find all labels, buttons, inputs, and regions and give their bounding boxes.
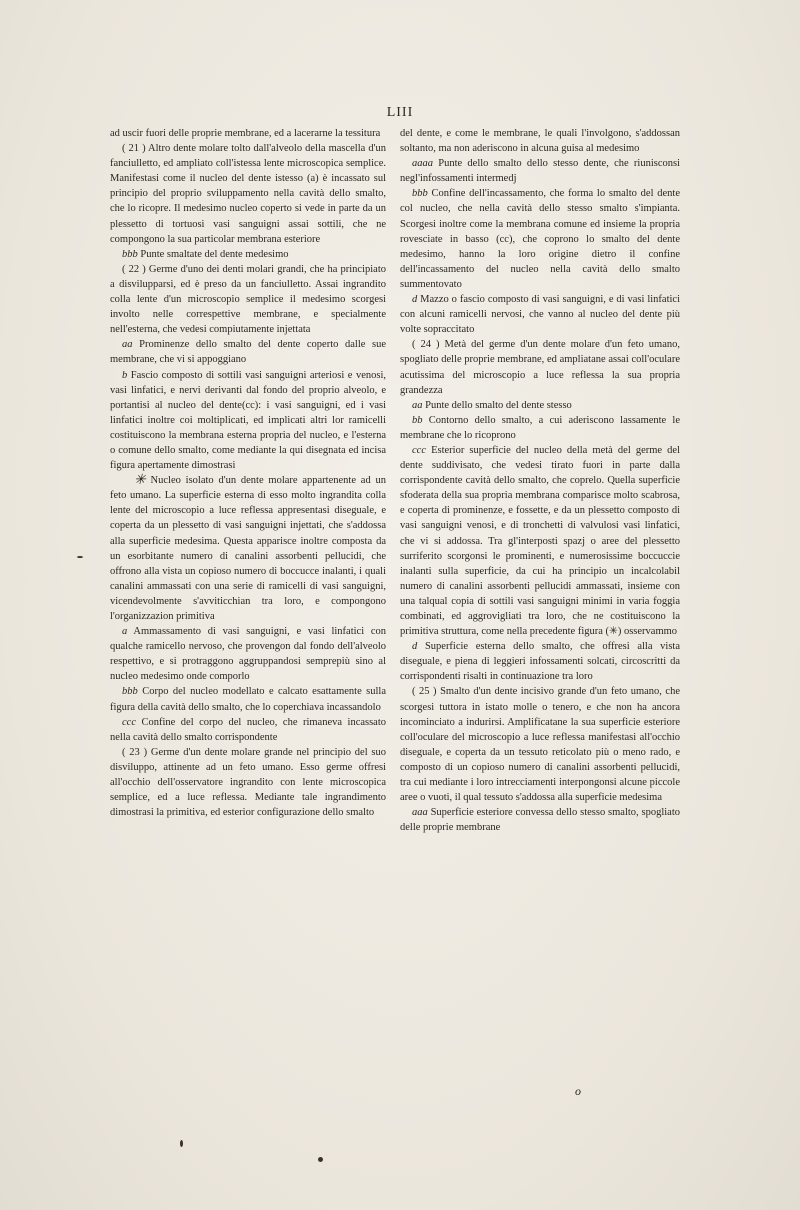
paragraph-text: Confine del corpo del nucleo, che rimaneva incassato nella cavità dello smalto corrispondente bbox=[110, 716, 387, 743]
ink-speck bbox=[77, 556, 83, 558]
paragraph-text: ( 21 ) Altro dente molare tolto dall'alveolo della mascella d'un fanciulletto, ed ampliato coll'istessa lente microscopica semplice. Manifestasi come il nucleo del dente istesso (a) è incassato sul principio del proprio sviluppamento nella cavità dello smalto, che lo ricopre. Il medesimo nucleo coperto si vede in parte da un plessetto di tortuosi vasi sanguigni assai sottili, che ne compongono la sua particolar membrana esteriore bbox=[110, 143, 386, 245]
paragraph-text: ( 23 ) Germe d'un dente molare grande nel principio del suo disviluppo, attinente ad un feto umano. Esso germe offresi all'occhio dell'osservatore ingrandito con lente microscopica semplice, ed a luce reflessa. Mediante tale ingrandimento dimostrasi la primitiva, ed esterior configurazione dello smalto bbox=[110, 746, 386, 819]
paragraph-text: ( 25 ) Smalto d'un dente incisivo grande d'un feto umano, che scorgesi tuttora in istato molle o tenero, e che non ha ancora incominciato a indurirsi. Amplificatane la sua superficie esteriore coll'oculare del microscopio a luce reflessa manifestasi all'occhio diseguale, e coperta da un tessuto reticolato più o meno rado, e composto di un copioso numero di canalini assorbenti pellucidi, tra cui mediante i loro intrecciamenti interpongonsi alcune piccole aree o vuoti, il qual tessuto s'addossa alla superficie medesima bbox=[400, 686, 680, 804]
paragraph-text: Superficie esteriore convessa dello stesso smalto, spogliato delle proprie membrane bbox=[400, 807, 681, 834]
paragraph bbox=[110, 368, 386, 474]
paragraph bbox=[400, 413, 680, 443]
paragraph-text: Corpo del nucleo modellato e calcato esattamente sulla figura della cavità dello smalto, che lo coperchiava incassandolo bbox=[110, 686, 386, 713]
figure-label: bbb bbox=[122, 248, 138, 260]
ink-speck bbox=[318, 1157, 323, 1162]
paragraph bbox=[110, 715, 386, 745]
figure-label: aaaa bbox=[412, 158, 433, 170]
figure-label: aa bbox=[412, 399, 423, 411]
paragraph bbox=[400, 126, 680, 156]
paragraph bbox=[400, 639, 680, 684]
paragraph-text: Contorno dello smalto, a cui aderiscono lassamente le membrane che lo ricoprono bbox=[400, 414, 680, 441]
paragraph-text: Ammassamento di vasi sanguigni, e vasi linfatici con qualche ramicello nervoso, che provengon dal fondo dell'alveolo respettivo, e si protraggono aggruppandosi semprepiù sino al nucleo medesimo onde comporlo bbox=[110, 626, 386, 683]
paragraph-text: ( 24 ) Metà del germe d'un dente molare d'un feto umano, spogliato delle proprie membrane, ed ampliatane assai coll'oculare acutissima del microscopio a luce reflessa la sua propria grandezza bbox=[400, 339, 680, 396]
paragraph-text: ad uscir fuori delle proprie membrane, ed a lacerarne la tessitura bbox=[110, 128, 381, 139]
paragraph-text: Confine dell'incassamento, che forma lo smalto del dente col nucleo, che nella cavità dello stesso smalto s'impianta. Scorgesi inoltre come la membrana comune ed insieme la propria rovesciate in basso (cc), che coprono lo smalto del dente medesimo, hanno la loro origine dietro il confine dell'incassamento del nucleo nella cavità dello smalto summentovato bbox=[400, 188, 681, 290]
paragraph bbox=[110, 247, 386, 262]
figure-label: aa bbox=[122, 339, 133, 351]
paragraph bbox=[400, 398, 680, 413]
paragraph bbox=[110, 624, 386, 684]
paragraph bbox=[110, 141, 386, 247]
paragraph-text: Punte dello smalto del dente stesso bbox=[425, 399, 572, 411]
asterisk-figure-icon: ✳ bbox=[134, 473, 146, 489]
paragraph bbox=[110, 126, 386, 141]
paragraph-text: Fascio composto di sottili vasi sanguigni arteriosi e venosi, vasi linfatici, e nervi derivanti dal fondo del proprio alveolo, e portantisi al nucleo del dente(cc): i vasi sanguigni, ed i vasi linfatici inoltre coi moltiplicati, ed implicati altri lor ramicelli costituiscono la membrana esterna propria del nucleo, e l'esterna o comune dello smalto, come mediante la qui disegnata ed incisa figura apertamente dimostrasi bbox=[110, 369, 387, 472]
signature-mark: o bbox=[575, 1084, 581, 1098]
figure-label: d bbox=[412, 294, 418, 306]
figure-label: bb bbox=[412, 414, 423, 426]
paragraph-text: Esterior superficie del nucleo della metà del germe del dente suddivisato, che vedesi tirato fuori in parte dalla corrispondente cavità dello smalto, che coprelo. Quella superficie sfoderata della sua propria membrana comparisce molto scabrosa, e coperta di prominenze, e fossette, e da un plessetto composto di vasi sanguigni venosi, e di tronchetti di valvulosi vasi linfatici, che vi si addossa. Tra gl'interposti spazj o aree del plessetto surriferito scorgonsi le prominenti, e numerosissime boccuccie inalanti sulla superficie, da cui ha principio un incalcolabil numero di canalini assorbenti pellucidi ammassati, insieme con una talqual copia di sottili vasi sanguigni minimi in varia foggia combinati, ed aggrovigliati tra loro, che ne costituiscono la primitiva struttura, come nella precedente figura (✳) osservammo bbox=[400, 444, 681, 638]
paragraph bbox=[110, 745, 386, 820]
figure-label: d bbox=[412, 641, 418, 653]
paragraph-text: Prominenze dello smalto del dente coperto dalle sue membrane, che vi si appoggiano bbox=[110, 339, 387, 366]
paragraph-text: Nucleo isolato d'un dente molare appartenente ad un feto umano. La superficie esterna di esso molto ingrandita colla lente del microscopio a luce reflessa appresentasi diseguale, e coperta da un plessetto di vasi sanguigni injettati, che s'addossa alla superficie medesima. Questa apparisce inoltre composta da un esorbitante numero di canalini assorbenti pellucidi, che offrono alla vista un copioso numero di boccucce inalanti, i quali canalini ammassati con una serie di ramicelli di vasi sanguigni, vicendevolmente s'avviticchian tra loro, e compongono l'organizzazion primitiva bbox=[110, 475, 386, 622]
page-number: LIII bbox=[386, 105, 414, 120]
ink-speck bbox=[180, 1140, 183, 1147]
paragraph bbox=[110, 473, 386, 624]
paragraph bbox=[400, 443, 680, 639]
paragraph bbox=[400, 337, 680, 397]
paragraph-text: del dente, e come le membrane, le quali l'involgono, s'addossan soltanto, ma non aderiscono in alcuna guisa al medesimo bbox=[400, 128, 680, 155]
figure-label: bbb bbox=[412, 188, 428, 200]
figure-label: aaa bbox=[412, 807, 428, 819]
right-column bbox=[400, 126, 680, 835]
paragraph-text: Mazzo o fascio composto di vasi sanguigni, e di vasi linfatici con alcuni ramicelli nervosi, che vanno al nucleo del dente più volte sopraccitato bbox=[400, 294, 680, 336]
paragraph-text: Punte dello smalto dello stesso dente, che riunisconsi negl'infossamenti intermedj bbox=[400, 158, 680, 185]
figure-label: ccc bbox=[412, 444, 426, 456]
paragraph bbox=[110, 684, 386, 714]
left-column bbox=[110, 126, 386, 820]
paragraph-text: Punte smaltate del dente medesimo bbox=[140, 248, 289, 260]
paragraph bbox=[400, 292, 680, 337]
figure-label: bbb bbox=[122, 686, 138, 698]
paragraph bbox=[400, 186, 680, 292]
paragraph-text: ( 22 ) Germe d'uno dei denti molari grandi, che ha principiato a disvilupparsi, ed è preso da un fanciulletto. Assai ingrandito colla lente d'un microscopio semplice il medesimo scorgesi involto nelle correspettive membrane, e specialmente nell'esterna, che vedesi compiutamente injettata bbox=[110, 263, 386, 336]
figure-label: ccc bbox=[122, 716, 136, 728]
paragraph bbox=[110, 337, 386, 367]
paragraph bbox=[110, 262, 386, 337]
paragraph-text: Superficie esterna dello smalto, che offresi alla vista diseguale, e piena di leggieri infossamenti solcati, circoscritti da corrispondenti risalti in continuazione tra loro bbox=[400, 641, 680, 683]
paragraph bbox=[400, 156, 680, 186]
figure-label: b bbox=[122, 369, 128, 381]
paragraph bbox=[400, 684, 680, 805]
paragraph bbox=[400, 805, 680, 835]
figure-label: a bbox=[122, 626, 128, 638]
